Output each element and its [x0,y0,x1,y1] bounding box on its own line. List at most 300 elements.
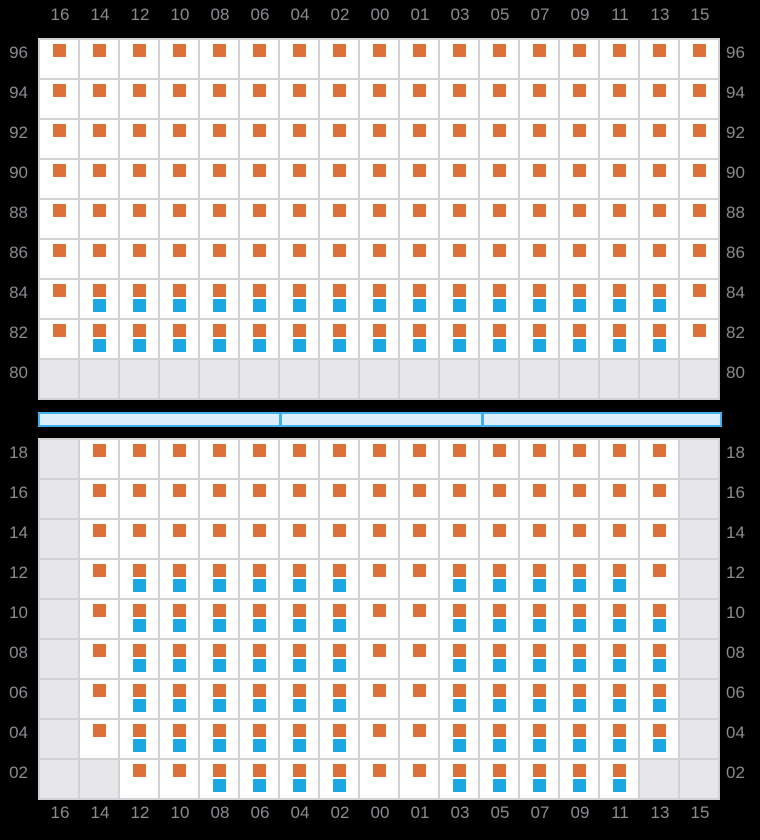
column-header: 14 [90,803,110,822]
availability-cell[interactable] [320,480,358,518]
availability-cell[interactable] [680,40,718,78]
availability-cell[interactable] [400,320,438,358]
blue-marker-icon [333,619,346,632]
availability-cell[interactable] [600,480,638,518]
availability-cell[interactable] [160,280,198,318]
availability-cell[interactable] [40,200,78,238]
availability-cell[interactable] [640,600,678,638]
blue-marker-icon [493,579,506,592]
availability-cell[interactable] [360,280,398,318]
availability-cell[interactable] [520,240,558,278]
availability-cell[interactable] [120,240,158,278]
availability-cell[interactable] [480,720,518,758]
availability-cell[interactable] [320,200,358,238]
availability-cell[interactable] [360,40,398,78]
availability-cell[interactable] [520,80,558,118]
availability-cell[interactable] [120,600,158,638]
orange-marker-icon [173,124,186,137]
availability-cell[interactable] [400,280,438,318]
availability-cell[interactable] [480,480,518,518]
availability-cell[interactable] [200,480,238,518]
availability-cell[interactable] [640,160,678,198]
availability-cell[interactable] [240,40,278,78]
availability-cell[interactable] [280,520,318,558]
availability-cell[interactable] [160,520,198,558]
availability-cell[interactable] [640,240,678,278]
availability-cell[interactable] [320,280,358,318]
availability-cell[interactable] [480,320,518,358]
availability-cell[interactable] [280,680,318,718]
availability-cell[interactable] [600,160,638,198]
availability-cell[interactable] [440,680,478,718]
availability-cell[interactable] [200,280,238,318]
availability-cell[interactable] [360,560,398,598]
availability-cell[interactable] [640,560,678,598]
availability-cell[interactable] [480,760,518,798]
availability-cell[interactable] [80,600,118,638]
availability-cell[interactable] [160,440,198,478]
availability-cell[interactable] [80,120,118,158]
availability-cell[interactable] [200,40,238,78]
availability-cell[interactable] [480,520,518,558]
availability-cell[interactable] [40,320,78,358]
availability-cell[interactable] [120,520,158,558]
availability-cell[interactable] [480,600,518,638]
availability-cell[interactable] [320,120,358,158]
orange-marker-icon [693,284,706,297]
availability-cell[interactable] [40,160,78,198]
availability-cell[interactable] [480,280,518,318]
availability-cell[interactable] [440,480,478,518]
availability-cell[interactable] [80,80,118,118]
availability-cell[interactable] [40,240,78,278]
availability-cell[interactable] [360,120,398,158]
availability-cell[interactable] [80,280,118,318]
availability-cell[interactable] [200,120,238,158]
availability-cell[interactable] [80,560,118,598]
availability-cell[interactable] [600,600,638,638]
availability-cell[interactable] [280,560,318,598]
availability-cell[interactable] [600,440,638,478]
orange-marker-icon [533,644,546,657]
availability-cell[interactable] [560,760,598,798]
availability-cell[interactable] [360,320,398,358]
availability-cell[interactable] [320,440,358,478]
blue-marker-icon [573,659,586,672]
availability-cell[interactable] [360,240,398,278]
blue-marker-icon [413,339,426,352]
availability-cell[interactable] [600,680,638,718]
availability-cell[interactable] [200,80,238,118]
availability-cell[interactable] [40,280,78,318]
availability-cell[interactable] [520,320,558,358]
availability-cell[interactable] [320,320,358,358]
availability-cell[interactable] [360,760,398,798]
blue-marker-icon [293,739,306,752]
availability-cell[interactable] [160,720,198,758]
availability-cell[interactable] [240,760,278,798]
column-header: 01 [410,5,430,24]
availability-cell[interactable] [200,440,238,478]
orange-marker-icon [453,164,466,177]
availability-cell[interactable] [520,480,558,518]
availability-cell[interactable] [640,200,678,238]
availability-cell[interactable] [280,480,318,518]
availability-cell[interactable] [120,80,158,118]
availability-cell[interactable] [440,200,478,238]
availability-cell[interactable] [440,280,478,318]
availability-cell[interactable] [520,720,558,758]
availability-cell[interactable] [520,560,558,598]
availability-cell[interactable] [160,40,198,78]
availability-cell[interactable] [640,120,678,158]
availability-cell[interactable] [480,680,518,718]
disabled-cell [680,640,718,678]
availability-cell[interactable] [560,480,598,518]
availability-cell[interactable] [440,560,478,598]
availability-cell[interactable] [400,760,438,798]
availability-cell[interactable] [240,120,278,158]
availability-cell[interactable] [640,720,678,758]
row-label: 90 [726,163,745,182]
availability-cell[interactable] [600,200,638,238]
availability-cell[interactable] [560,40,598,78]
availability-cell[interactable] [560,600,598,638]
availability-cell[interactable] [600,280,638,318]
availability-cell[interactable] [320,760,358,798]
availability-cell[interactable] [320,600,358,638]
availability-cell[interactable] [400,600,438,638]
blue-marker-icon [253,739,266,752]
availability-cell[interactable] [560,720,598,758]
availability-cell[interactable] [600,240,638,278]
availability-cell[interactable] [240,480,278,518]
availability-cell[interactable] [560,320,598,358]
availability-cell[interactable] [400,520,438,558]
availability-cell[interactable] [520,680,558,718]
availability-cell[interactable] [680,120,718,158]
availability-cell[interactable] [120,440,158,478]
availability-cell[interactable] [200,720,238,758]
availability-cell[interactable] [240,280,278,318]
availability-cell[interactable] [200,160,238,198]
availability-cell[interactable] [600,80,638,118]
blue-marker-icon [533,699,546,712]
availability-cell[interactable] [520,520,558,558]
availability-cell[interactable] [360,160,398,198]
availability-cell[interactable] [400,680,438,718]
availability-cell[interactable] [120,560,158,598]
availability-cell[interactable] [240,680,278,718]
availability-cell[interactable] [400,440,438,478]
availability-cell[interactable] [520,120,558,158]
availability-cell[interactable] [560,200,598,238]
availability-cell[interactable] [400,200,438,238]
availability-cell[interactable] [520,280,558,318]
availability-cell[interactable] [160,560,198,598]
availability-cell[interactable] [240,240,278,278]
availability-cell[interactable] [80,480,118,518]
availability-cell[interactable] [160,680,198,718]
availability-cell[interactable] [80,520,118,558]
availability-cell[interactable] [80,720,118,758]
availability-cell[interactable] [120,720,158,758]
availability-cell[interactable] [320,80,358,118]
orange-marker-icon [253,484,266,497]
disabled-cell [40,520,78,558]
availability-cell[interactable] [680,320,718,358]
blue-marker-icon [293,579,306,592]
availability-cell[interactable] [240,720,278,758]
orange-marker-icon [613,444,626,457]
availability-cell[interactable] [320,560,358,598]
availability-cell[interactable] [280,640,318,678]
availability-cell[interactable] [240,200,278,238]
availability-cell[interactable] [400,640,438,678]
availability-cell[interactable] [680,160,718,198]
availability-cell[interactable] [560,560,598,598]
availability-cell[interactable] [160,160,198,198]
availability-cell[interactable] [440,40,478,78]
availability-cell[interactable] [120,120,158,158]
availability-cell[interactable] [80,40,118,78]
availability-cell[interactable] [480,80,518,118]
availability-cell[interactable] [560,80,598,118]
availability-cell[interactable] [360,200,398,238]
availability-cell[interactable] [480,120,518,158]
availability-cell[interactable] [320,520,358,558]
availability-cell[interactable] [320,240,358,278]
availability-cell[interactable] [360,440,398,478]
availability-cell[interactable] [640,280,678,318]
availability-cell[interactable] [280,120,318,158]
availability-cell[interactable] [480,560,518,598]
availability-cell[interactable] [240,440,278,478]
availability-cell[interactable] [80,680,118,718]
availability-cell[interactable] [560,440,598,478]
availability-cell[interactable] [240,520,278,558]
availability-cell[interactable] [160,600,198,638]
availability-cell[interactable] [240,80,278,118]
availability-cell[interactable] [600,520,638,558]
availability-cell[interactable] [640,520,678,558]
availability-cell[interactable] [600,720,638,758]
availability-cell[interactable] [440,640,478,678]
availability-cell[interactable] [80,160,118,198]
availability-cell[interactable] [560,520,598,558]
availability-cell[interactable] [560,280,598,318]
availability-cell[interactable] [280,240,318,278]
orange-marker-icon [133,84,146,97]
availability-cell[interactable] [160,760,198,798]
bottom-grid [38,438,720,800]
availability-cell[interactable] [120,160,158,198]
availability-cell[interactable] [80,240,118,278]
availability-cell[interactable] [240,320,278,358]
availability-cell[interactable] [400,240,438,278]
availability-cell[interactable] [360,480,398,518]
availability-cell[interactable] [280,760,318,798]
availability-cell[interactable] [280,720,318,758]
availability-cell[interactable] [40,120,78,158]
availability-cell[interactable] [480,200,518,238]
availability-cell[interactable] [320,640,358,678]
availability-cell[interactable] [480,240,518,278]
availability-cell[interactable] [80,200,118,238]
availability-cell[interactable] [480,640,518,678]
availability-cell[interactable] [400,560,438,598]
availability-cell[interactable] [280,200,318,238]
availability-cell[interactable] [680,240,718,278]
availability-cell[interactable] [280,320,318,358]
availability-cell[interactable] [160,120,198,158]
availability-cell[interactable] [640,80,678,118]
availability-cell[interactable] [280,80,318,118]
availability-cell[interactable] [200,600,238,638]
availability-cell[interactable] [680,280,718,318]
availability-cell[interactable] [520,640,558,678]
availability-cell[interactable] [480,40,518,78]
availability-cell[interactable] [80,440,118,478]
availability-cell[interactable] [240,600,278,638]
availability-cell[interactable] [400,40,438,78]
availability-cell[interactable] [200,520,238,558]
availability-cell[interactable] [120,280,158,318]
availability-cell[interactable] [320,160,358,198]
availability-cell[interactable] [440,160,478,198]
availability-cell[interactable] [440,600,478,638]
availability-cell[interactable] [600,560,638,598]
orange-marker-icon [213,604,226,617]
availability-cell[interactable] [280,280,318,318]
availability-cell[interactable] [360,520,398,558]
blue-marker-icon [173,299,186,312]
availability-cell[interactable] [200,320,238,358]
availability-cell[interactable] [640,480,678,518]
availability-cell[interactable] [600,640,638,678]
availability-cell[interactable] [600,40,638,78]
availability-cell[interactable] [400,120,438,158]
availability-cell[interactable] [200,760,238,798]
availability-cell[interactable] [440,440,478,478]
availability-cell[interactable] [240,160,278,198]
availability-cell[interactable] [600,760,638,798]
availability-cell[interactable] [440,320,478,358]
availability-cell[interactable] [560,120,598,158]
availability-cell[interactable] [440,120,478,158]
orange-marker-icon [373,724,386,737]
availability-cell[interactable] [120,480,158,518]
availability-cell[interactable] [200,200,238,238]
orange-marker-icon [493,284,506,297]
availability-cell[interactable] [360,600,398,638]
availability-cell[interactable] [280,440,318,478]
availability-cell[interactable] [80,320,118,358]
availability-cell[interactable] [200,640,238,678]
availability-cell[interactable] [280,40,318,78]
availability-cell[interactable] [200,240,238,278]
availability-cell[interactable] [520,760,558,798]
availability-cell[interactable] [320,720,358,758]
availability-cell[interactable] [640,40,678,78]
availability-cell[interactable] [120,320,158,358]
availability-cell[interactable] [200,680,238,718]
availability-cell[interactable] [520,200,558,238]
availability-cell[interactable] [160,240,198,278]
availability-cell[interactable] [280,160,318,198]
availability-cell[interactable] [560,240,598,278]
availability-cell[interactable] [520,440,558,478]
availability-cell[interactable] [120,200,158,238]
availability-cell[interactable] [640,640,678,678]
availability-cell[interactable] [360,720,398,758]
availability-cell[interactable] [600,320,638,358]
availability-cell[interactable] [40,80,78,118]
availability-cell[interactable] [120,760,158,798]
availability-cell[interactable] [160,80,198,118]
availability-cell[interactable] [160,480,198,518]
availability-cell[interactable] [480,160,518,198]
availability-cell[interactable] [520,40,558,78]
availability-cell[interactable] [400,480,438,518]
availability-cell[interactable] [120,640,158,678]
availability-cell[interactable] [440,80,478,118]
availability-cell[interactable] [520,160,558,198]
availability-cell[interactable] [560,160,598,198]
column-header: 08 [210,803,230,822]
availability-cell[interactable] [160,320,198,358]
availability-cell[interactable] [640,680,678,718]
orange-marker-icon [493,724,506,737]
availability-cell[interactable] [400,160,438,198]
availability-cell[interactable] [640,320,678,358]
availability-cell[interactable] [120,680,158,718]
availability-cell[interactable] [360,640,398,678]
availability-cell[interactable] [560,640,598,678]
availability-cell[interactable] [640,440,678,478]
availability-cell[interactable] [160,200,198,238]
availability-cell[interactable] [480,440,518,478]
availability-cell[interactable] [240,560,278,598]
availability-cell[interactable] [440,520,478,558]
availability-cell[interactable] [680,80,718,118]
orange-marker-icon [533,124,546,137]
orange-marker-icon [653,84,666,97]
availability-cell[interactable] [440,240,478,278]
availability-cell[interactable] [320,680,358,718]
availability-cell[interactable] [680,200,718,238]
availability-cell[interactable] [360,680,398,718]
availability-cell[interactable] [400,720,438,758]
availability-cell[interactable] [600,120,638,158]
availability-cell[interactable] [440,720,478,758]
availability-cell[interactable] [160,640,198,678]
availability-cell[interactable] [200,560,238,598]
availability-cell[interactable] [560,680,598,718]
availability-cell[interactable] [440,760,478,798]
availability-cell[interactable] [120,40,158,78]
availability-cell[interactable] [400,80,438,118]
availability-cell[interactable] [360,80,398,118]
availability-cell[interactable] [40,40,78,78]
availability-cell[interactable] [320,40,358,78]
availability-cell[interactable] [240,640,278,678]
availability-cell[interactable] [80,640,118,678]
availability-cell[interactable] [280,600,318,638]
column-header: 00 [370,803,390,822]
availability-cell[interactable] [520,600,558,638]
orange-marker-icon [293,684,306,697]
